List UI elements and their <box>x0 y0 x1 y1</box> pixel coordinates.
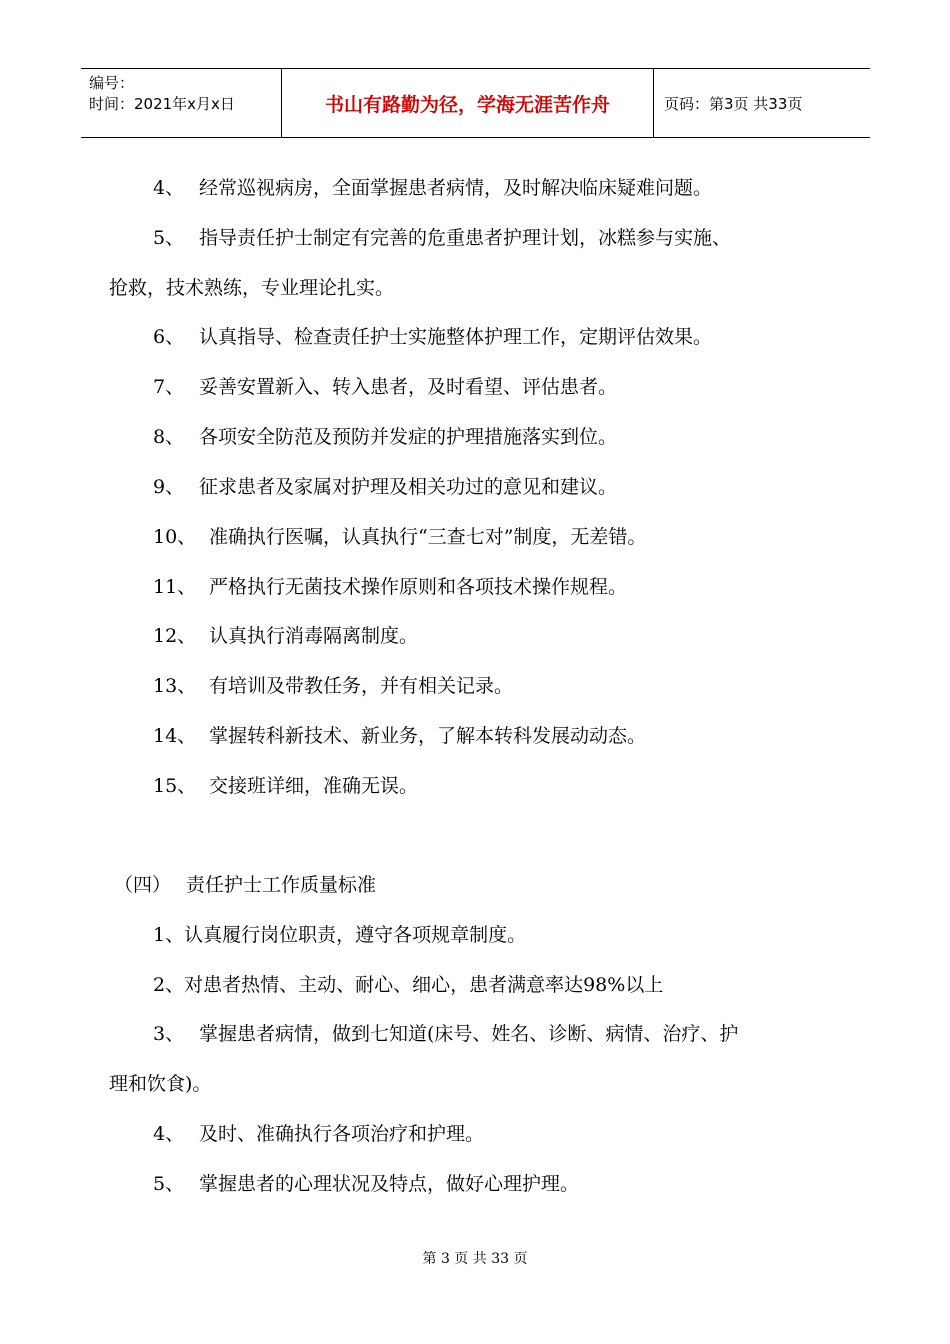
list-item: 5、 掌握患者的心理状况及特点，做好心理护理。 <box>153 1173 580 1195</box>
list-item: 13、 有培训及带教任务，并有相关记录。 <box>153 675 514 697</box>
document-date: 时间：2021年x月x日 <box>89 95 235 113</box>
list-item: 4、 经常巡视病房，全面掌握患者病情，及时解决临床疑难问题。 <box>153 177 713 199</box>
document-number: 编号： <box>89 74 135 92</box>
list-item: 10、 准确执行医嘱，认真执行“三查七对”制度，无差错。 <box>153 526 647 548</box>
section-heading: （四） 责任护士工作质量标准 <box>114 874 377 896</box>
list-item: 5、 指导责任护士制定有完善的危重患者护理计划，冰糕参与实施、 <box>153 227 732 249</box>
page-footer: 第 3 页 共 33 页 <box>422 1251 528 1267</box>
list-item: 3、 掌握患者病情，做到七知道(床号、姓名、诊断、病情、治疗、护 <box>153 1023 739 1045</box>
header-table <box>81 68 870 138</box>
list-item: 12、 认真执行消毒隔离制度。 <box>153 625 419 647</box>
header-motto: 书山有路勤为径，学海无涯苦作舟 <box>282 69 654 137</box>
list-item: 15、 交接班详细，准确无误。 <box>153 775 419 797</box>
list-item: 2、对患者热情、主动、耐心、细心，患者满意率达98%以上 <box>153 974 664 996</box>
header-meta <box>81 69 282 137</box>
list-item: 7、 妥善安置新入、转入患者，及时看望、评估患者。 <box>153 376 618 398</box>
list-item: 9、 征求患者及家属对护理及相关功过的意见和建议。 <box>153 476 618 498</box>
list-item-continuation: 抢救，技术熟练，专业理论扎实。 <box>109 277 395 299</box>
list-item: 6、 认真指导、检查责任护士实施整体护理工作，定期评估效果。 <box>153 326 713 348</box>
header-page-info: 页码：第3页 共33页 <box>664 94 803 113</box>
list-item: 14、 掌握转科新技术、新业务，了解本转科发展动动态。 <box>153 725 647 747</box>
list-item-continuation: 理和饮食)。 <box>109 1073 212 1095</box>
list-item: 4、 及时、准确执行各项治疗和护理。 <box>153 1123 485 1145</box>
list-item: 1、认真履行岗位职责，遵守各项规章制度。 <box>153 924 527 946</box>
list-item: 8、 各项安全防范及预防并发症的护理措施落实到位。 <box>153 426 618 448</box>
list-item: 11、 严格执行无菌技术操作原则和各项技术操作规程。 <box>153 576 628 598</box>
